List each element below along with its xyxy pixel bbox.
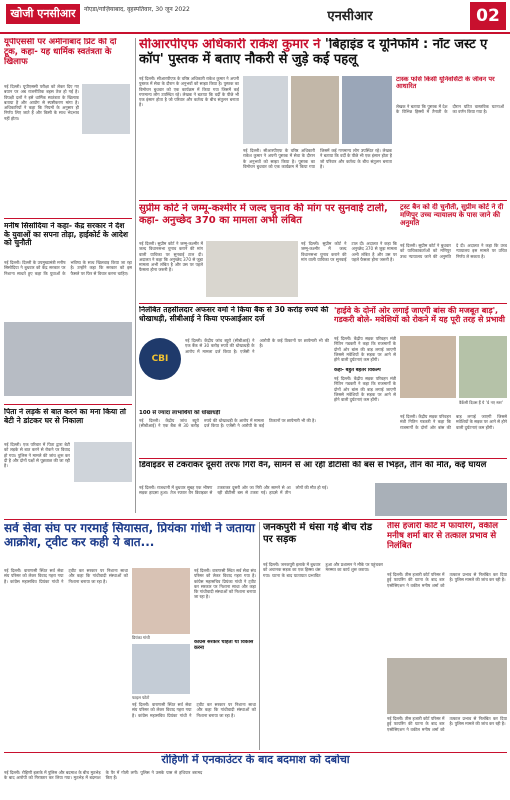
photo-person	[82, 84, 130, 134]
dateline: नोएडा/गाज़ियाबाद, वृहस्पतिवार, 30 जून 2022	[84, 6, 190, 13]
photo-gadkari	[400, 336, 456, 398]
headline: रोहिणी में एनकाउंटर के बाद बदमाश को दबोचा	[161, 754, 350, 766]
page-number: 02	[470, 2, 506, 30]
cbi-logo-icon: CBI	[139, 338, 181, 380]
masthead	[0, 0, 510, 34]
headline-red: सीआरपीएफ अधिकारी राकेश कुमार ने	[139, 38, 321, 52]
photo-caption: वैकेंसी दिवस हैं ये '4 नए स्तर'	[459, 400, 503, 405]
photo-family	[74, 442, 132, 482]
body-text: नई दिल्ली। दिल्ली के उपमुख्यमंत्री मनीष सिसोदिया ने बुधवार को केंद्र सरकार पर निशाना साधते हुए कहा कि युवाओं के भविष्य के साथ खिलवाड़ किया जा रहा है। उन्होंने कहा कि सरकार को इस फैसले पर फिर से विचार करना चाहिए।	[4, 260, 132, 276]
photo-event-3	[342, 76, 392, 144]
article-cbi	[139, 306, 329, 456]
article-father	[4, 408, 132, 512]
headline: सुप्रीम कोर्ट ने जम्मू-कश्मीर में जल्द चुनाव की मांग पर सुनवाई टाली, कहा- अनुच्छेद 370 का मामला अभी लंबित	[139, 203, 388, 226]
body-text: नई दिल्ली। सुप्रीम कोर्ट ने जम्मू-कश्मीर में जल्द विधानसभा चुनाव कराने की मांग वाली याचिका पर सुनवाई टाल दी। अदालत ने कहा कि अनुच्छेद 370 से जुड़ा मामला अभी लंबित है और उस पर पहले फैसला होना जरूरी है।	[301, 241, 397, 262]
photo-supreme-court	[206, 241, 298, 297]
subhead: कहा- बहुत बेहतर विकल्प	[334, 368, 381, 373]
article-upsc	[4, 38, 132, 216]
body-text: नई दिल्ली। केंद्रीय जांच ब्यूरो (सीबीआई) ने एक बैंक से 30 करोड़ रुपये की धोखाधड़ी के आरोप में मामला दर्ज किया है। एजेंसी ने आरोपी के कई ठिकानों पर छापेमारी भी की है।	[185, 338, 329, 354]
subhead: कांग्रेस सरकार चाहती थी विकास करना	[194, 640, 254, 651]
article-sisodia	[4, 222, 132, 402]
body-text: नई दिल्ली। सुप्रीम कोर्ट ने बुधवार को याचिकाकर्ताओं को मणिपुर उच्च न्यायालय जाने की अनुमति दे दी। अदालत ने कहा कि उच्च न्यायालय इस मामले पर उचित निर्णय ले सकता है।	[400, 243, 507, 259]
divider	[139, 303, 507, 304]
divider	[139, 200, 507, 201]
article-road-sink	[263, 522, 383, 750]
body-text: लेखक ने बताया कि पुस्तक में देश के विभिन्न हिस्सों में तैनाती के दौरान घटित वास्तविक घटनाओं का वर्णन किया गया है।	[396, 104, 504, 115]
section-title: एनसीआर	[327, 9, 373, 24]
body-text: नई दिल्ली। सीआरपीएफ के वरिष्ठ अधिकारी राकेश कुमार ने अपनी पुस्तक में सेवा के दौरान के अनुभवों को साझा किया है। पुस्तक का विमोचन बुधवार को एक कार्यक्रम में किया गया जिसमें कई गणमान्य लोग उपस्थित रहे। लेखक ने बताया कि वर्दी के पीछे भी एक इंसान होता है जो परिवार और कर्तव्य के बीच संतुलन बनाता है।	[243, 148, 392, 169]
headline: सर्व सेवा संघ पर गरमाई सियासत, प्रियंका गांधी ने जताया आक्रोश, ट्वीट कर कही ये बात...	[4, 522, 255, 549]
article-supreme-court	[139, 203, 397, 301]
headline: जनकपुरी में धंसा गई बीच रोड पर सड़क	[263, 522, 373, 545]
photo-priyanka	[132, 568, 190, 634]
body-text: नई दिल्ली। रोहिणी इलाके में पुलिस और बदमाश के बीच मुठभेड़ के बाद आरोपी को गिरफ्तार कर लिया गया। मुठभेड़ में बदमाश के पैर में गोली लगी। पुलिस ने उसके पास से हथियार बरामद किए हैं।	[4, 770, 203, 781]
body-text: नई दिल्ली। वाराणसी स्थित सर्व सेवा संघ परिसर को लेकर विवाद गहरा गया है। कांग्रेस महासचिव प्रियंका गांधी ने ट्वीट कर सरकार पर निशाना साधा और कहा कि गांधीवादी संस्थाओं को निशाना बनाया जा रहा है।	[4, 568, 128, 584]
subhead: 100 से ज्यादा लाभार्थियों को धोखाधड़ी	[139, 410, 221, 416]
body-text: नई दिल्ली। केंद्रीय सड़क परिवहन मंत्री नितिन गडकरी ने कहा कि राजमार्गों के दोनों ओर बांस की बाड़ लगाई जाएगी जिससे मवेशियों के सड़क पर आने से होने वाली दुर्घटनाएं कम होंगी।	[400, 414, 507, 430]
column-divider	[135, 38, 136, 513]
body-text: नई दिल्ली। वाराणसी स्थित सर्व सेवा संघ परिसर को लेकर विवाद गहरा गया है। कांग्रेस महासचिव प्रियंका गांधी ने ट्वीट कर सरकार पर निशाना साधा और कहा कि गांधीवादी संस्थाओं को निशाना बनाया जा रहा है।	[132, 702, 256, 718]
photo-event-1	[243, 76, 288, 144]
photo-highway	[459, 336, 507, 398]
photo-sisodia	[4, 322, 132, 396]
article-encounter	[4, 754, 507, 798]
newspaper-logo: खोजी एनसीआर	[6, 4, 80, 24]
body-text: नई दिल्ली। यूपीएससी परीक्षा को लेकर दिए गए बयान पर अब राजनीतिक बहस तेज हो गई है। विपक्षी दलों ने इसे धार्मिक स्वतंत्रता के खिलाफ बताया है और आयोग से स्पष्टीकरण मांगा है। अधिकारियों ने कहा कि नियमों के अनुसार ही निर्णय लिए जाते हैं और किसी के साथ भेदभाव नहीं होता।	[4, 84, 79, 121]
body-text: नई दिल्ली। सीआरपीएफ के वरिष्ठ अधिकारी राकेश कुमार ने अपनी पुस्तक में सेवा के दौरान के अनुभवों को साझा किया है। पुस्तक का विमोचन बुधवार को एक कार्यक्रम में किया गया जिसमें कई गणमान्य लोग उपस्थित रहे। लेखक ने बताया कि वर्दी के पीछे भी एक इंसान होता है जो परिवार और कर्तव्य के बीच संतुलन बनाता है।	[139, 76, 239, 108]
column-divider	[259, 522, 260, 750]
body-text: नई दिल्ली। एक परिवार में पिता द्वारा बेटी को लड़के से बात करने से रोकने पर विवाद हो गया। पुलिस ने मामले की जांच शुरू कर दी है और दोनों पक्षों से पूछताछ की जा रही है।	[4, 442, 70, 469]
headline: यूपीएससी पर अमीनाबाद प्रिंट की दो टूक, कहा- यह धार्मिक स्वतंत्रता के खिलाफ	[4, 38, 117, 67]
article-priyanka	[4, 522, 256, 750]
article-gadkari	[334, 306, 507, 456]
article-accident	[139, 461, 507, 516]
headline: मनीष सिसोदिया ने कहा- केंद्र सरकार ने देश के युवाओं का सपना तोड़ा, हाईकोर्ट के आदेश को चुनौती	[4, 222, 128, 248]
photo-caption: फाइल फोटो	[132, 695, 150, 700]
photo-court	[387, 658, 507, 714]
photo-protest	[132, 644, 190, 694]
body-text: नई दिल्ली। तीस हजारी कोर्ट परिसर में हुई फायरिंग की घटना के बाद बार एसोसिएशन ने वकील मनीष शर्मा को तत्काल प्रभाव से निलंबित कर दिया है। पुलिस मामले की जांच कर रही है।	[387, 572, 507, 588]
headline: पिता ने लड़के से बात करने का मना किया तो बेटी ने डांटकर घर से निकाला	[4, 408, 127, 425]
body-text: नई दिल्ली। केंद्रीय सड़क परिवहन मंत्री नितिन गडकरी ने कहा कि राजमार्गों के दोनों ओर बांस की बाड़ लगाई जाएगी जिससे मवेशियों के सड़क पर आने से होने वाली दुर्घटनाएं कम होंगी।	[334, 336, 396, 363]
headline: डिवाइडर से टकराकर दूसरी तरफ गिरी वैन, सामने से आ रही डीटीसी की बस से भिड़ंत, तीन की मौत, कई घायल	[139, 461, 487, 470]
headline: निलंबित तहसीलदार अफसर वर्मा ने किया बैंक से 30 करोड़ रुपये की धोखाधड़ी, सीबीआई ने किया एफआईआर दर्ज	[139, 306, 329, 323]
body-text: नई दिल्ली। तीस हजारी कोर्ट परिसर में हुई फायरिंग की घटना के बाद बार एसोसिएशन ने वकील मनीष शर्मा को तत्काल प्रभाव से निलंबित कर दिया है। पुलिस मामले की जांच कर रही है।	[387, 716, 507, 732]
body-text: नई दिल्ली। राजधानी में बुधवार सुबह एक भीषण सड़क हादसा हुआ। तेज रफ्तार वैन डिवाइडर से टकराकर दूसरी ओर जा गिरी और सामने से आ रही डीटीसी बस से टकरा गई। हादसे में तीन लोगों की मौत हो गई।	[139, 485, 328, 496]
headline: 'बिहाइंड द यूनिफॉर्म : नॉट जस्ट ए कॉप' पुस्तक में बताए नौकरी से जुड़े कई पहलू	[139, 38, 488, 67]
headline: तीस हजारी कोर्ट में फायरिंग, वकील मनीष शर्मा बार से तत्काल प्रभाव से निलंबित	[387, 522, 498, 551]
body-text: नई दिल्ली। केंद्रीय सड़क परिवहन मंत्री नितिन गडकरी ने कहा कि राजमार्गों के दोनों ओर बांस की बाड़ लगाई जाएगी जिससे मवेशियों के सड़क पर आने से होने वाली दुर्घटनाएं कम होंगी।	[334, 376, 396, 403]
divider	[4, 752, 507, 753]
divider	[139, 458, 507, 459]
photo-event-2	[291, 76, 339, 144]
body-text: नई दिल्ली। वाराणसी स्थित सर्व सेवा संघ परिसर को लेकर विवाद गहरा गया है। कांग्रेस महासचिव प्रियंका गांधी ने ट्वीट कर सरकार पर निशाना साधा और कहा कि गांधीवादी संस्थाओं को निशाना बनाया जा रहा है।	[194, 568, 256, 600]
body-text: नई दिल्ली। केंद्रीय जांच ब्यूरो (सीबीआई) ने एक बैंक से 30 करोड़ रुपये की धोखाधड़ी के आरोप में मामला दर्ज किया है। एजेंसी ने आरोपी के कई ठिकानों पर छापेमारी भी की है।	[139, 418, 316, 429]
divider	[4, 218, 132, 219]
side-headline: टास्क फोर्स किसी यूनिवर्सिटी के जीवन पर आधारित	[396, 76, 495, 91]
divider	[4, 519, 507, 520]
body-text: नई दिल्ली। जनकपुरी इलाके में बुधवार को अचानक सड़क का एक हिस्सा धंस गया। घटना के बाद यातायात प्रभावित हुआ और प्रशासन ने मौके पर पहुंचकर मरम्मत का कार्य शुरू कराया।	[263, 562, 383, 578]
body-text: नई दिल्ली। सुप्रीम कोर्ट ने जम्मू-कश्मीर में जल्द विधानसभा चुनाव कराने की मांग वाली याचिका पर सुनवाई टाल दी। अदालत ने कहा कि अनुच्छेद 370 से जुड़ा मामला अभी लंबित है और उस पर पहले फैसला होना जरूरी है।	[139, 241, 203, 273]
article-lawyer	[387, 522, 507, 750]
side-story	[396, 76, 504, 196]
divider	[4, 404, 132, 405]
photo-caption: प्रियंका गांधी	[132, 635, 150, 640]
article-crpf	[139, 38, 507, 198]
headline: ट्रस्ट बैन को दी चुनौती, सुप्रीम कोर्ट ने दी मणिपुर उच्च न्यायालय के पास जाने की अनुमति	[400, 203, 504, 228]
headline: 'हाईवे के दोनों ओर लगाई जाएगी बांस की मजबूत बाड़', गडकरी बोले- मवेशियों को रोकने में यह पूरी तरह से प्रभावी	[334, 306, 505, 325]
article-manipur	[400, 203, 507, 301]
photo-accident	[375, 483, 507, 516]
